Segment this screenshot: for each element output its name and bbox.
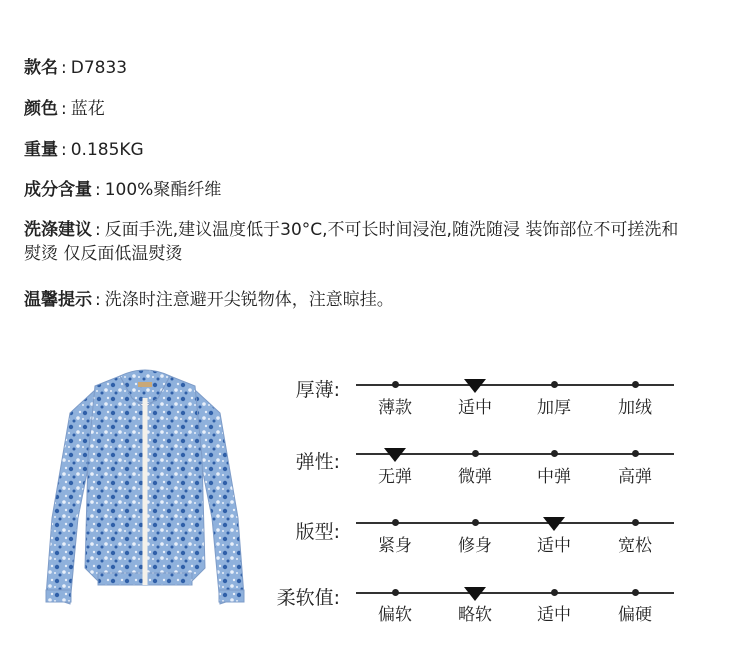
scale-option: 略软 [458,605,492,625]
scale-tick [632,450,639,457]
scale-tick [551,381,558,388]
spec-separator: : [95,220,101,240]
scale-option: 高弹 [618,467,652,487]
scale-thickness [0,372,730,432]
scale-fit [0,510,730,570]
spec-color [24,97,105,121]
scale-option: 加绒 [618,398,652,418]
scale-line [356,592,674,594]
selected-marker [543,517,565,531]
spec-value: 0.185KG [70,140,144,160]
spec-tips [24,288,394,312]
spec-separator: : [61,58,67,78]
scale-softness [0,581,730,641]
spec-value: 洗涤时注意避开尖锐物体，注意晾挂。 [104,290,394,310]
spec-separator: : [61,99,67,119]
spec-label: 款名 [24,58,58,78]
scale-option: 适中 [458,398,492,418]
selected-marker [384,448,406,462]
scale-title: 柔软值: [276,587,340,609]
spec-style-number [24,56,127,80]
scale-tick [632,381,639,388]
scale-option: 偏软 [378,605,412,625]
scale-line [356,384,674,386]
spec-value: 蓝花 [70,99,105,119]
scale-title: 版型: [295,521,340,543]
spec-washing [24,218,684,266]
scale-option: 紧身 [378,536,412,556]
scale-option: 微弹 [458,467,492,487]
scale-tick [392,519,399,526]
scale-option: 加厚 [537,398,571,418]
scale-tick [392,381,399,388]
scale-option: 宽松 [618,536,652,556]
scale-tick [392,589,399,596]
scale-option: 无弹 [378,467,412,487]
spec-weight [24,138,144,162]
scale-title: 弹性: [295,451,340,473]
scale-option: 修身 [458,536,492,556]
spec-label: 温馨提示 [24,290,92,310]
scale-tick [472,519,479,526]
scale-elasticity [0,441,730,501]
scale-option: 薄款 [378,398,412,418]
scale-title: 厚薄: [295,379,340,401]
scale-tick [551,450,558,457]
spec-label: 颜色 [24,99,58,119]
spec-separator: : [95,290,101,310]
spec-value: 反面手洗,建议温度低于30°C,不可长时间浸泡,随洗随浸 装饰部位不可搓洗和熨烫 仅反面低温熨烫 [24,220,679,264]
spec-label: 重量 [24,140,58,160]
spec-separator: : [61,140,67,160]
spec-value: 100%聚酯纤维 [104,180,222,200]
scale-line [356,522,674,524]
selected-marker [464,379,486,393]
selected-marker [464,587,486,601]
scale-tick [632,589,639,596]
scale-tick [632,519,639,526]
spec-separator: : [95,180,101,200]
scale-option: 中弹 [537,467,571,487]
scale-option: 偏硬 [618,605,652,625]
spec-label: 成分含量 [24,180,92,200]
scale-tick [472,450,479,457]
spec-value: D7833 [70,58,128,78]
spec-composition [24,178,221,202]
scale-option: 适中 [537,536,571,556]
scale-option: 适中 [537,605,571,625]
scale-tick [551,589,558,596]
spec-label: 洗涤建议 [24,220,92,240]
